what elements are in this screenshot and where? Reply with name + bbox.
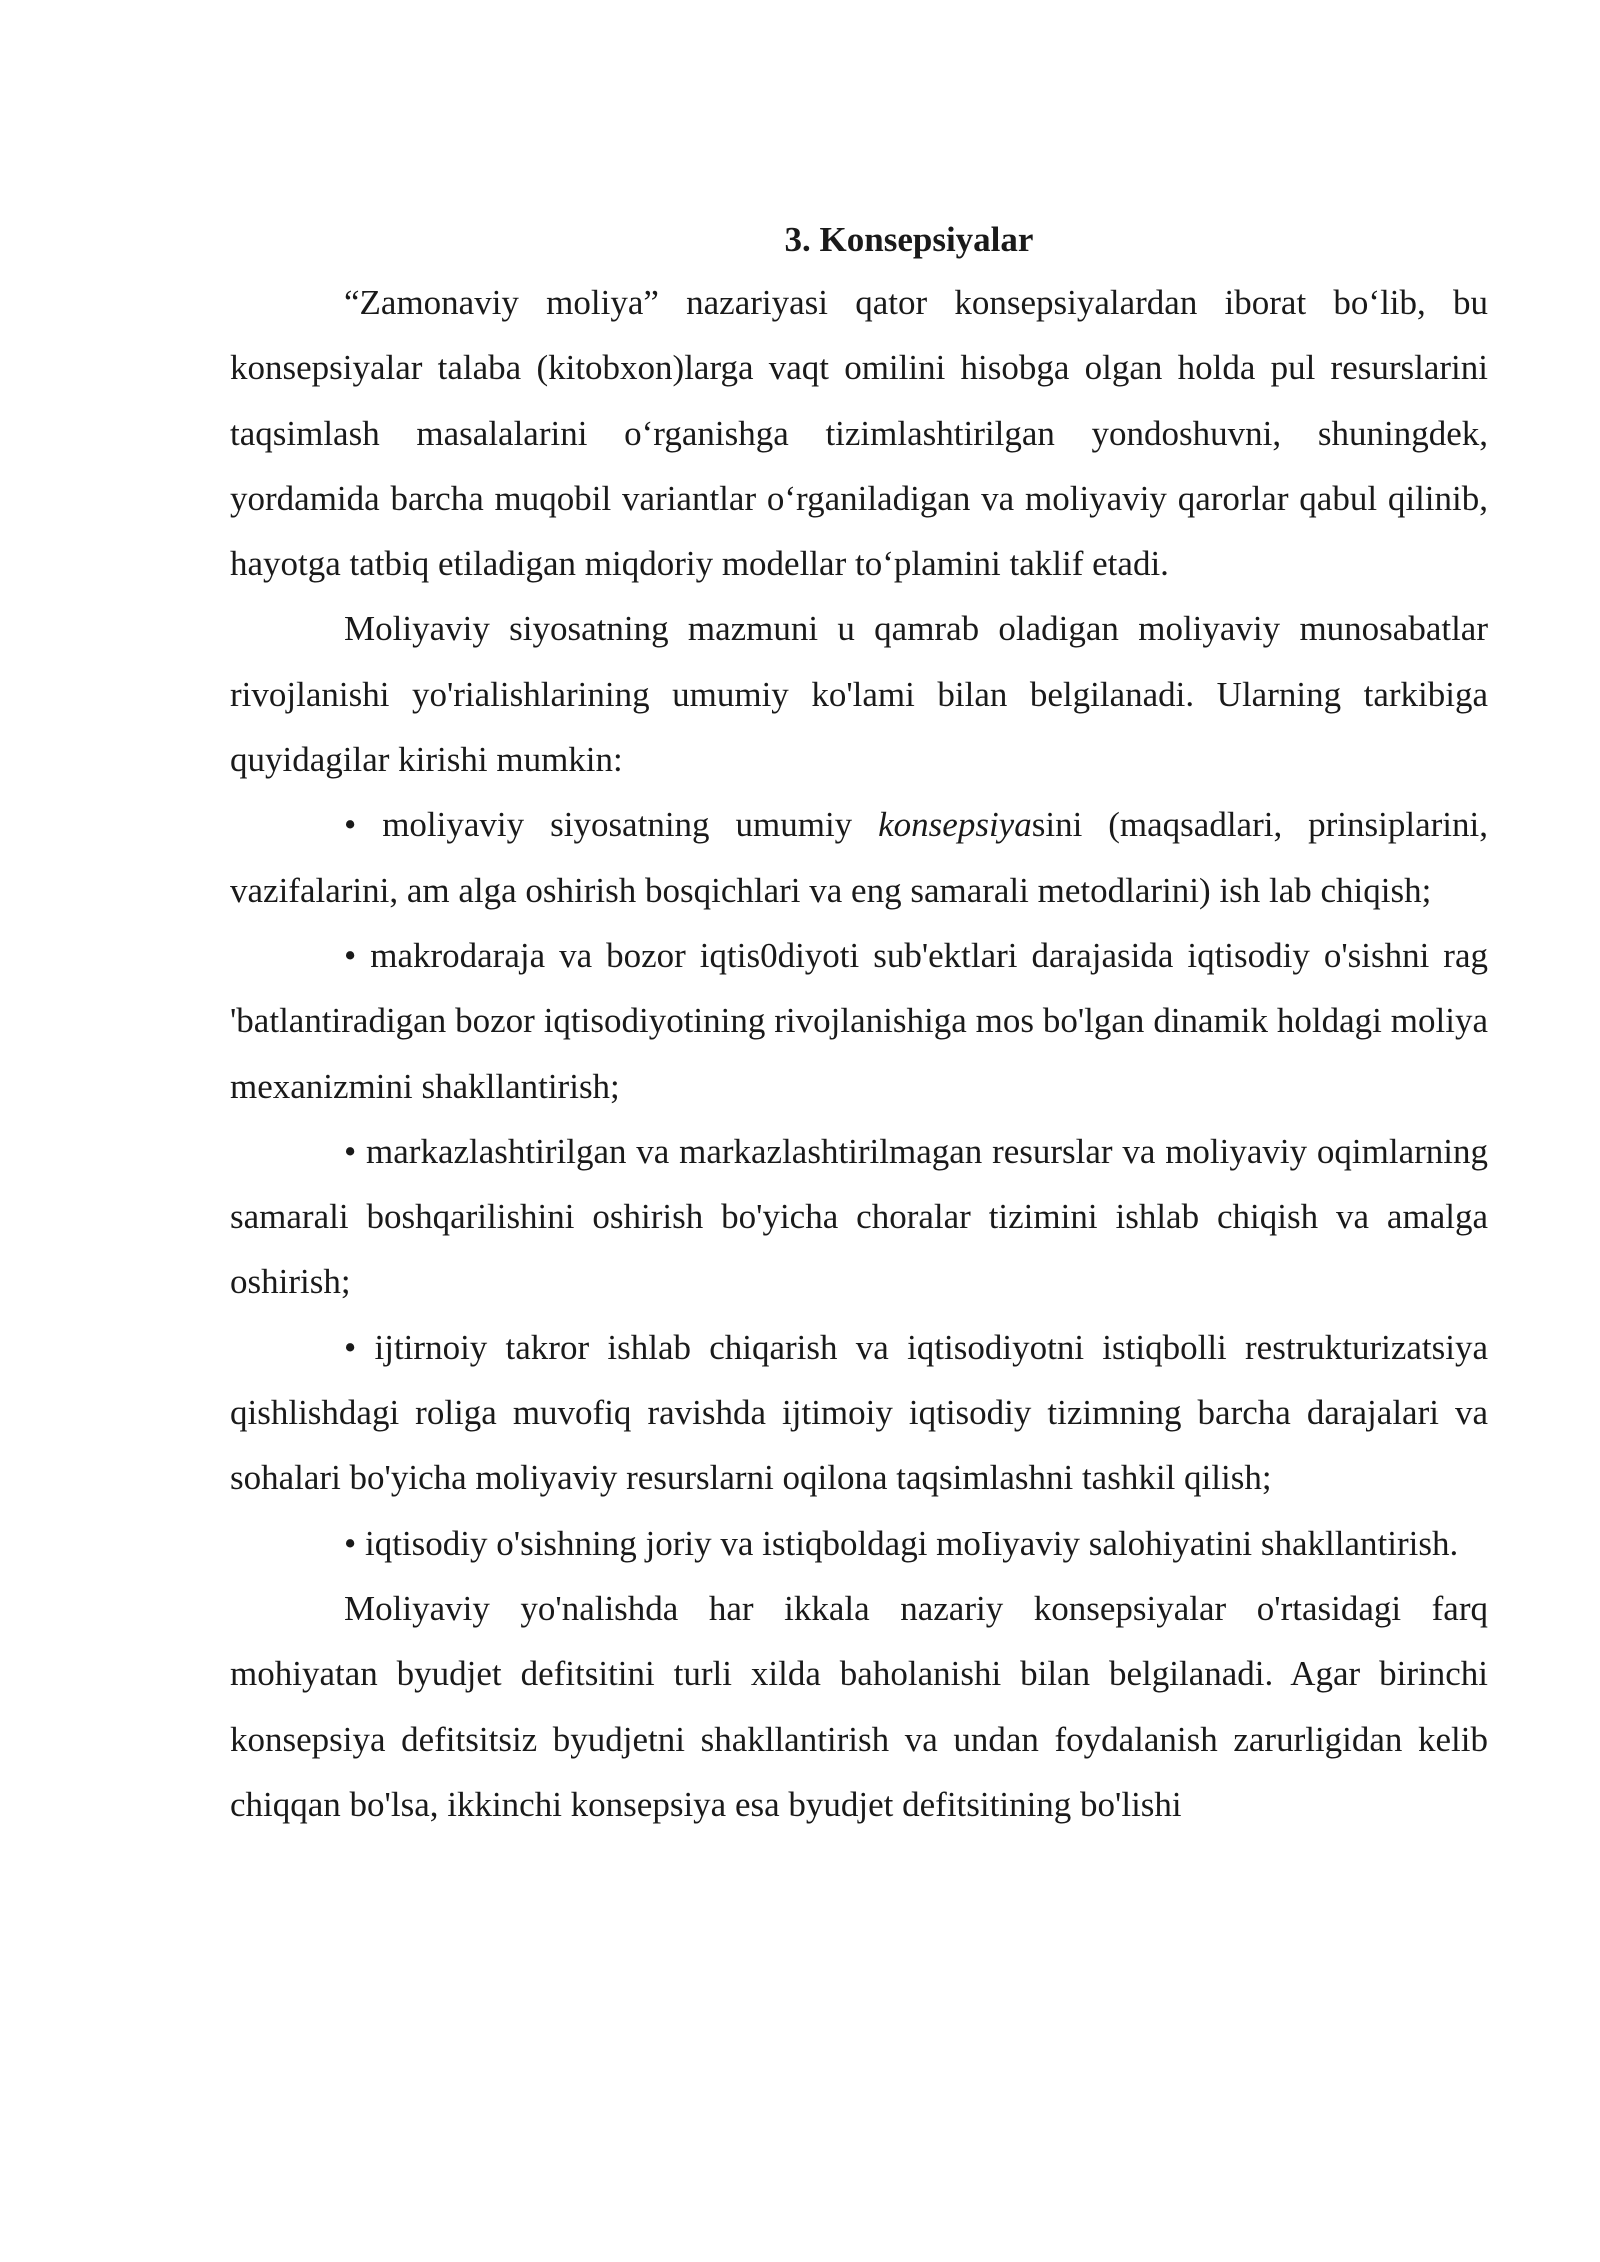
bullet-item-mechanism: • makrodaraja va bozor iqtis0diyoti sub'ektlari darajasida iqtisodiy o'sishni rag 'batlantiradigan bozor iqtisodiyotining rivojlanishiga mos bo'lgan dinamik holdagi moliya mexanizmini shakllantirish; <box>230 935 1488 1106</box>
bullet-text-after: sini (maqsadlari, prinsiplarini, vazifalarini, am alga oshirish bosqichlari va eng samarali metodlarini) ish lab chiqish; <box>230 805 1488 910</box>
bullet-text-italic: konsepsiya <box>878 805 1032 845</box>
paragraph-intro: “Zamonaviy moliya” nazariyasi qator konsepsiyalardan iborat bo‘lib, bu konsepsiyalar talaba (kitobxon)larga vaqt omilini hisobga olgan holda pul resurslarini taqsimlash masalalarini o‘rganishga tizimlashtirilgan yondoshuvni, shuningdek, yordamida barcha muqobil variantlar o‘rganiladigan va moliyaviy qarorlar qabul qilinib, hayotga tatbiq etiladigan miqdoriy modellar to‘plamini taklif etadi. <box>230 283 1488 584</box>
paragraph-policy: Moliyaviy siyosatning mazmuni u qamrab oladigan moliyaviy munosabatlar rivojlanishi yo'rialishlarining umumiy ko'lami bilan belgilanadi. Ularning tarkibiga quyidagilar kirishi mumkin: <box>230 609 1488 780</box>
section-heading: 3. Konsepsiyalar <box>784 220 1034 259</box>
bullet-item-potential: • iqtisodiy o'sishning joriy va istiqboldagi moIiyaviy salohiyatini shakllantirish. <box>344 1523 1459 1563</box>
paragraph-closing: Moliyaviy yo'nalishda har ikkala nazariy konsepsiyalar o'rtasidagi farq mohiyatan byudjet defitsitini turli xilda baholanishi bilan belgilanadi. Agar birinchi konsepsiya defitsitsiz byudjetni shakllantirish va undan foydalanish zarurligidan kelib chiqqan bo'lsa, ikkinchi konsepsiya esa byudjet defitsitining bo'lishi <box>230 1588 1488 1824</box>
bullet-item-management: • markazlashtirilgan va markazlashtirilmagan resurslar va moliyaviy oqimlarning samarali boshqarilishini oshirish bo'yicha choralar tizimini ishlab chiqish va amalga oshirish; <box>230 1131 1488 1302</box>
bullet-item-concept <box>230 792 1488 923</box>
bullet-item-allocation: • ijtirnoiy takror ishlab chiqarish va iqtisodiyotni istiqbolli restrukturizatsiya qishlishdagi roliga muvofiq ravishda ijtimoiy iqtisodiy tizimning barcha darajalari va sohalari bo'yicha moliyaviy resurslarni oqilona taqsimlashni tashkil qilish; <box>230 1327 1488 1498</box>
bullet-text-before: • moliyaviy siyosatning umumiy <box>344 805 879 845</box>
document-body <box>230 210 1488 1837</box>
